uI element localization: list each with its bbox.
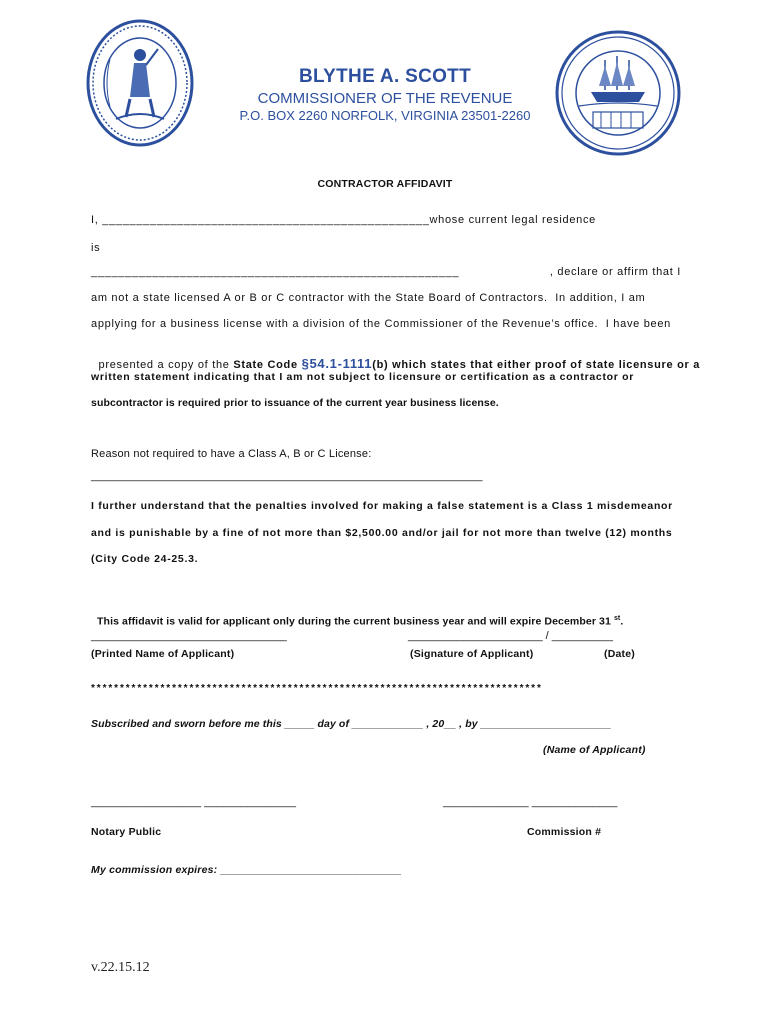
name-prefix: I, (91, 214, 99, 226)
name-line (91, 214, 681, 226)
date-label: (Date) (604, 648, 635, 660)
name-of-applicant-label: (Name of Applicant) (543, 744, 646, 756)
penalty-line2: and is punishable by a fine of not more than $2,500.00 and/or jail for not more than twelve (12) months (91, 527, 673, 539)
printed-name-blank[interactable]: ________________________________ (91, 630, 287, 642)
applicant-name-blank[interactable]: ________________________________________________ (102, 214, 430, 226)
state-code-label: State Code (233, 359, 302, 371)
declare-label: , declare or affirm that I (549, 266, 681, 278)
form-title: CONTRACTOR AFFIDAVIT (317, 178, 453, 190)
form-version: v.22.15.12 (91, 960, 150, 975)
subscribed-statement: Subscribed and sworn before me this _____ day of ____________ , 20__ , by ______________________ (91, 718, 612, 730)
separator-stars: ****************************************************************************** (91, 683, 543, 694)
para1-line2: applying for a business license with a division of the Commissioner of the Revenue’s office. I have been (91, 318, 671, 330)
printed-name-label: (Printed Name of Applicant) (91, 648, 235, 660)
para1-code-rest: (b) which states that either proof of state licensure or a (372, 359, 701, 371)
validity-text: This affidavit is valid for applicant only during the current business year and will expire December 31 (97, 615, 611, 628)
signature-date-blank[interactable]: ______________________ / __________ (408, 630, 613, 642)
state-code-section: §54.1-1111 (301, 356, 373, 371)
validity-end: . (620, 615, 624, 628)
reason-blank[interactable]: ________________________________________________________________ (91, 470, 483, 482)
residence-label: whose current legal residence (429, 214, 596, 226)
penalty-line1: I further understand that the penalties involved for making a false statement is a Class 1 misdemeanor (91, 500, 673, 512)
para1-line1: am not a state licensed A or B or C contractor with the State Board of Contractors. In addition, I am (91, 292, 646, 304)
notary-public-label: Notary Public (91, 826, 162, 838)
commission-expires-line[interactable]: My commission expires: ______________________________ (91, 864, 402, 876)
reason-label: Reason not required to have a Class A, B or C License: (91, 448, 372, 460)
validity-suffix: st (613, 615, 621, 622)
commission-number-blank[interactable]: ______________ ______________ (443, 796, 618, 808)
residence-blank[interactable]: ______________________________________________________ (91, 266, 460, 278)
commission-label: Commission # (527, 826, 602, 838)
is-label: is (91, 242, 101, 254)
para1-line3 (91, 344, 700, 371)
signature-label: (Signature of Applicant) (410, 648, 534, 660)
validity-statement (91, 603, 623, 628)
notary-signature-blank[interactable]: __________________ _______________ (91, 796, 296, 808)
commissioner-name: BLYTHE A. SCOTT (299, 66, 471, 87)
commissioner-address: P.O. BOX 2260 NORFOLK, VIRGINIA 23501-2260 (239, 108, 531, 123)
residence-line (91, 266, 681, 278)
para1-bold-line2: subcontractor is required prior to issuance of the current year business license. (91, 397, 499, 409)
commissioner-title: COMMISSIONER OF THE REVENUE (257, 90, 513, 107)
para1-code-lead: presented a copy of the (98, 359, 234, 371)
para1-bold-line1: written statement indicating that I am not subject to licensure or certification as a contractor or (91, 371, 635, 383)
penalty-line3: (City Code 24-25.3. (91, 553, 199, 565)
